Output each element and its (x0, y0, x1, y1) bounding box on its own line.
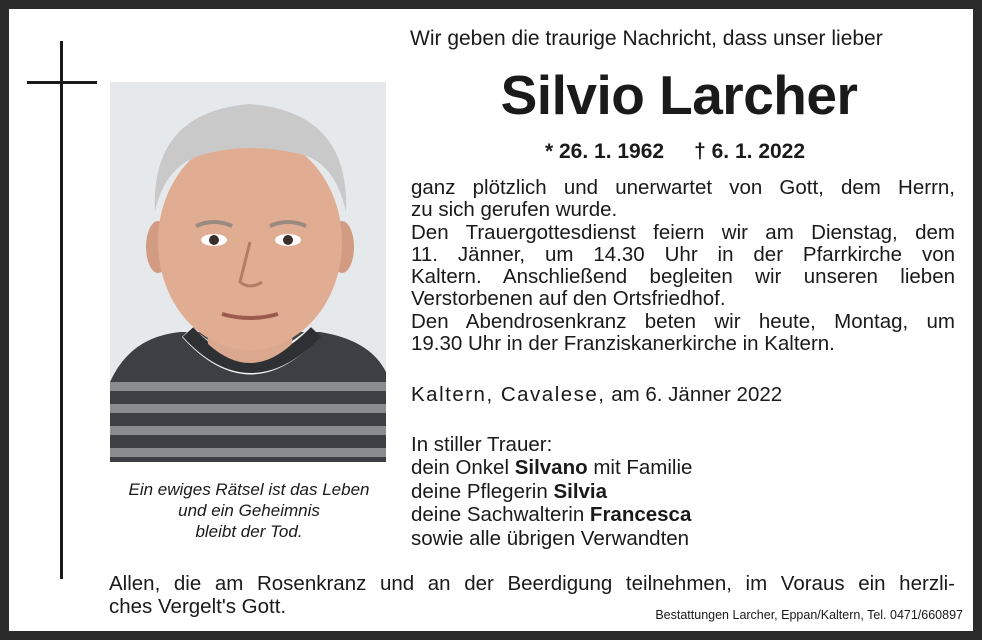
death-date: † 6. 1. 2022 (694, 140, 806, 163)
obituary-notice (9, 9, 973, 631)
body-line: Kaltern. Anschließend begleiten wir unseren lieben (411, 265, 955, 289)
body-line: 19.30 Uhr in der Franziskanerkirche in Kaltern. (411, 332, 835, 356)
notice-date: am 6. Jänner 2022 (611, 383, 783, 406)
place-date (411, 383, 782, 407)
place: Kaltern, Cavalese, (411, 383, 606, 406)
announcement-body (411, 177, 955, 355)
thanks-line: Allen, die am Rosenkranz und an der Beerdigung teilnehmen, im Voraus ein herzli- (109, 572, 955, 595)
life-dates (545, 140, 805, 164)
portrait-photo (110, 82, 386, 462)
quote-line: bleibt der Tod. (195, 522, 303, 541)
cross-icon-horizontal (27, 81, 97, 84)
funeral-home-credit: Bestattungen Larcher, Eppan/Kaltern, Tel. 0471/660897 (655, 608, 963, 622)
cross-icon-vertical (60, 41, 63, 579)
mourner-entry (411, 456, 692, 479)
birth-date: * 26. 1. 1962 (545, 140, 665, 163)
mourner-relation: deine Pflegerin (411, 479, 554, 503)
mourners-closing: sowie alle übrigen Verwandten (411, 526, 690, 550)
mourners-heading: In stiller Trauer: (411, 433, 553, 456)
mourner-name: Francesca (589, 503, 692, 527)
mourner-relation: dein Onkel (411, 456, 515, 480)
body-line: zu sich gerufen wurde. (411, 198, 618, 222)
quote-line: und ein Geheimnis (178, 501, 320, 520)
thanks-line: ches Vergelt's Gott. (109, 595, 287, 618)
mourner-suffix: mit Familie (587, 456, 693, 480)
mourner-entry (411, 503, 692, 526)
body-line: Verstorbenen auf den Ortsfriedhof. (411, 287, 726, 311)
mourner-name: Silvano (514, 456, 588, 480)
body-line: Den Trauergottesdienst feiern wir am Dienstag, dem (411, 220, 955, 244)
mourner-entry (411, 480, 692, 503)
intro-text: Wir geben die traurige Nachricht, dass unser lieber (410, 27, 883, 50)
memorial-quote (104, 479, 394, 542)
mourners-list (411, 433, 692, 550)
body-line: ganz plötzlich und unerwartet von Gott, dem Herrn, (411, 176, 955, 199)
mourner-name: Silvia (553, 479, 608, 503)
quote-line: Ein ewiges Rätsel ist das Leben (128, 480, 370, 499)
deceased-name: Silvio Larcher (500, 64, 858, 126)
mourner-relation: deine Sachwalterin (411, 503, 590, 527)
body-line: 11. Jänner, um 14.30 Uhr in der Pfarrkirche von (411, 242, 955, 266)
body-line: Den Abendrosenkranz beten wir heute, Montag, um (411, 309, 955, 333)
